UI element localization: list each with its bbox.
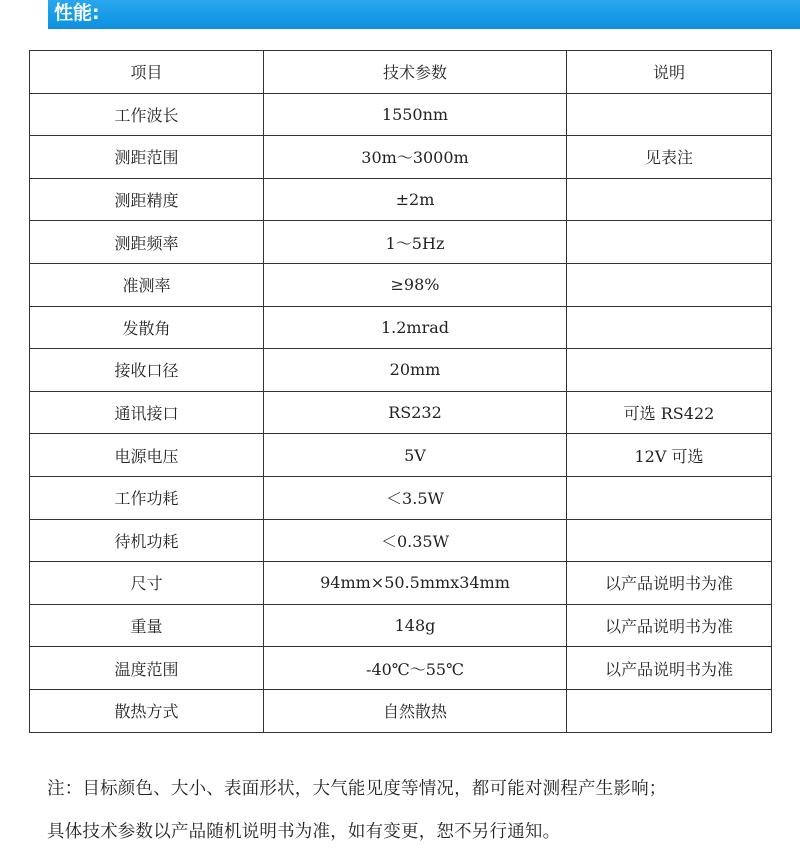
cell-note [567, 93, 772, 136]
table-row [30, 562, 772, 605]
table-header-row [30, 51, 772, 94]
cell-note: 12V 可选 [567, 434, 772, 477]
cell-item: 温度范围 [30, 647, 264, 690]
table-row [30, 604, 772, 647]
cell-note: 可选 RS422 [567, 391, 772, 434]
cell-param: 30m～3000m [264, 136, 567, 179]
cell-param: ＜0.35W [264, 519, 567, 562]
cell-note [567, 178, 772, 221]
cell-item: 接收口径 [30, 349, 264, 392]
specs-table [29, 50, 772, 733]
cell-param: 自然散热 [264, 689, 567, 732]
cell-param: 1550nm [264, 93, 567, 136]
cell-item: 测距精度 [30, 178, 264, 221]
cell-note [567, 476, 772, 519]
table-row [30, 647, 772, 690]
footnote-line-2: 具体技术参数以产品随机说明书为准，如有变更，恕不另行通知。 [47, 822, 561, 842]
table-row [30, 689, 772, 732]
cell-item: 重量 [30, 604, 264, 647]
cell-item: 测距频率 [30, 221, 264, 264]
cell-param: 20mm [264, 349, 567, 392]
cell-item: 通讯接口 [30, 391, 264, 434]
cell-note: 见表注 [567, 136, 772, 179]
table-row [30, 178, 772, 221]
cell-note [567, 306, 772, 349]
table-row [30, 391, 772, 434]
cell-note: 以产品说明书为准 [567, 562, 772, 605]
cell-item: 工作波长 [30, 93, 264, 136]
table-row [30, 434, 772, 477]
table-row [30, 519, 772, 562]
cell-param: 1～5Hz [264, 221, 567, 264]
table-row [30, 221, 772, 264]
table-row [30, 263, 772, 306]
cell-note: 以产品说明书为准 [567, 647, 772, 690]
cell-note [567, 349, 772, 392]
cell-item: 工作功耗 [30, 476, 264, 519]
cell-item: 散热方式 [30, 689, 264, 732]
section-title: 性能: [54, 2, 100, 24]
table-row [30, 349, 772, 392]
cell-item: 发散角 [30, 306, 264, 349]
cell-param: ＜3.5W [264, 476, 567, 519]
cell-note [567, 263, 772, 306]
cell-param: ±2m [264, 178, 567, 221]
cell-item: 待机功耗 [30, 519, 264, 562]
cell-param: -40℃～55℃ [264, 647, 567, 690]
cell-note [567, 221, 772, 264]
cell-note [567, 519, 772, 562]
table-row [30, 306, 772, 349]
cell-param: 5V [264, 434, 567, 477]
cell-param: 94mm×50.5mmx34mm [264, 562, 567, 605]
cell-note [567, 689, 772, 732]
column-header-note: 说明 [567, 51, 772, 94]
table-row [30, 476, 772, 519]
cell-param: ≥98% [264, 263, 567, 306]
cell-note: 以产品说明书为准 [567, 604, 772, 647]
cell-item: 尺寸 [30, 562, 264, 605]
cell-param: RS232 [264, 391, 567, 434]
footnote-line-1: 注：目标颜色、大小、表面形状，大气能见度等情况，都可能对测程产生影响； [47, 779, 667, 799]
section-header-bar [48, 0, 800, 29]
table-row [30, 93, 772, 136]
column-header-param: 技术参数 [264, 51, 567, 94]
cell-item: 电源电压 [30, 434, 264, 477]
cell-param: 1.2mrad [264, 306, 567, 349]
column-header-item: 项目 [30, 51, 264, 94]
cell-item: 测距范围 [30, 136, 264, 179]
table-row [30, 136, 772, 179]
cell-param: 148g [264, 604, 567, 647]
cell-item: 准测率 [30, 263, 264, 306]
